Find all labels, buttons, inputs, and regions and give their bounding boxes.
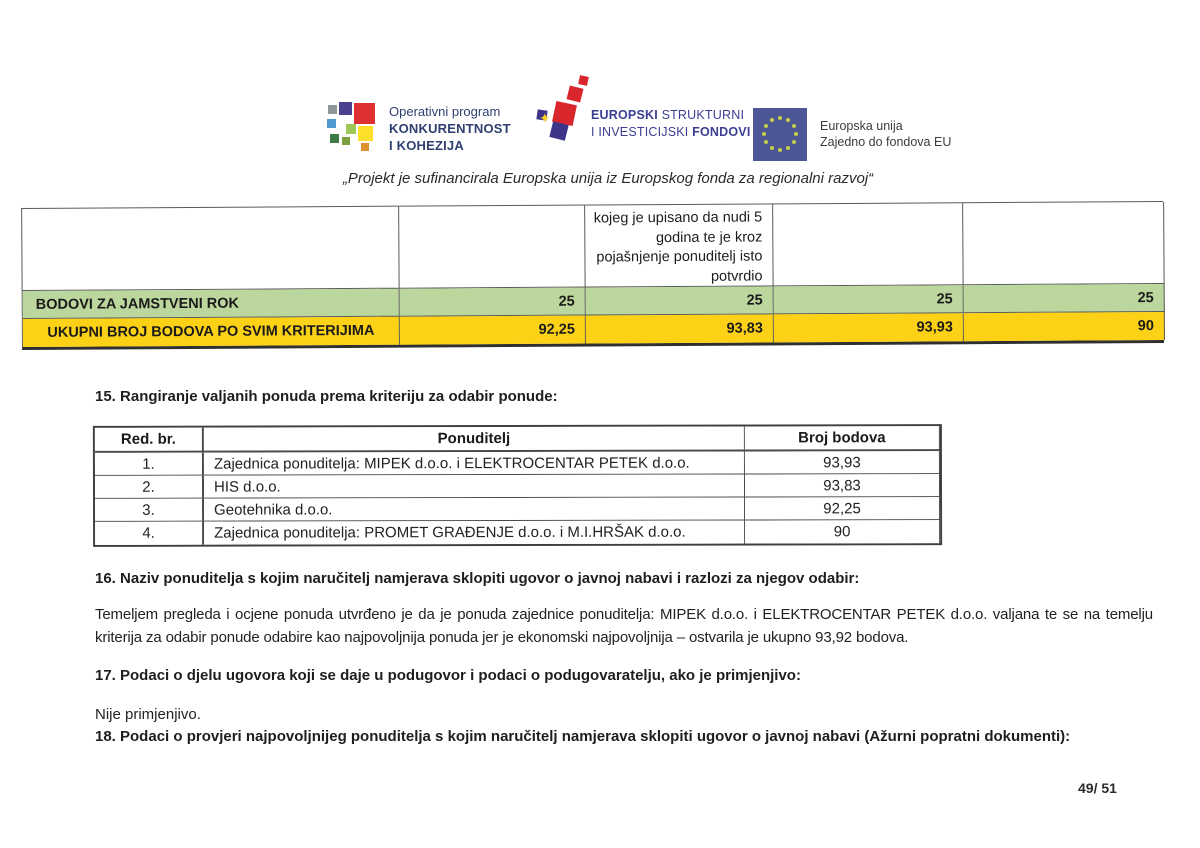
score-table-cell	[399, 206, 585, 289]
ranking-cell-bidder: Geotehnika d.o.o.	[204, 498, 745, 522]
logo-square	[358, 126, 373, 141]
opkk-logo-text	[389, 103, 511, 154]
score-value: 93,93	[774, 313, 964, 342]
logo-square	[354, 103, 375, 124]
score-table	[21, 201, 1164, 350]
section-16-heading: 16. Naziv ponuditelja s kojim naručitelj namjerava sklopiti ugovor o javnoj nabavi i razlozi za njegov odabir:	[95, 570, 860, 587]
eu-flag-icon	[753, 108, 807, 161]
score-table-cell	[22, 207, 399, 291]
eu-logo-text	[820, 118, 951, 150]
logo-square	[339, 102, 352, 115]
section-16-paragraph: Temeljem pregleda i ocjene ponuda utvrđeno je da je ponuda zajednice ponuditelja: MIPEK d.o.o. i ELEKTROCENTAR PETEK d.o.o. valjana te se na temelju kriterija za odabir ponude odabire kao najpovoljnija ponuda jer je ekonomski najpovoljnija – ostvarila je ukupno 93,92 bodova.	[95, 606, 1153, 646]
logo-square	[578, 75, 589, 86]
ranking-header-ponuditelj: Ponuditelj	[204, 427, 745, 453]
logo-square	[549, 121, 568, 140]
logo-square	[327, 119, 336, 128]
eu-logo-line2: Zajedno do fondova EU	[820, 135, 952, 149]
ranking-cell-rank: 3.	[95, 499, 204, 522]
score-value: 25	[964, 284, 1165, 313]
score-row-label: UKUPNI BROJ BODOVA PO SVIM KRITERIJIMA	[23, 317, 400, 347]
score-table-cell	[773, 203, 963, 286]
opkk-logo-line2: KONKURENTNOST	[389, 121, 511, 136]
logo-square	[330, 134, 339, 143]
score-value: 25	[400, 288, 586, 317]
ranking-header-redbr: Red. br.	[95, 428, 204, 453]
logo-square	[361, 143, 369, 151]
score-table-note-cell: kojeg je upisano da nudi 5 godina te je kroz pojašnjenje ponuditelj isto potvrdio	[585, 204, 773, 287]
score-value: 92,25	[400, 316, 586, 345]
opkk-logo-line1: Operativni program	[389, 104, 501, 119]
score-value: 25	[586, 286, 774, 315]
ranking-cell-bidder: Zajednica ponuditelja: PROMET GRAĐENJE d.o.o. i M.I.HRŠAK d.o.o.	[204, 521, 745, 545]
eu-logo-line1: Europska unija	[820, 119, 903, 133]
logo-square	[567, 86, 584, 103]
ranking-cell-score: 90	[745, 520, 940, 543]
section-15-heading: 15. Rangiranje valjanih ponuda prema kriteriju za odabir ponude:	[95, 388, 558, 405]
esif-logo-icon	[537, 76, 599, 144]
section-17-heading: 17. Podaci o djelu ugovora koji se daje u podugovor i podaci o podugovaratelju, ako je primjenjivo:	[95, 667, 801, 684]
opkk-logo-line3: I KOHEZIJA	[389, 138, 464, 153]
ranking-cell-bidder: HIS d.o.o.	[204, 475, 745, 499]
esif-logo-line1: EUROPSKI STRUKTURNI	[591, 108, 745, 122]
logo-square	[328, 105, 337, 114]
score-value: 25	[774, 285, 964, 314]
opkk-logo-icon	[327, 101, 377, 151]
score-value: 90	[964, 312, 1165, 341]
score-table-cell	[963, 202, 1164, 285]
ranking-cell-score: 93,83	[745, 474, 940, 497]
score-value: 93,83	[586, 314, 774, 343]
esif-star-icon: ✦	[539, 110, 551, 126]
ranking-header-bodova: Broj bodova	[745, 426, 940, 451]
esif-logo-text	[591, 107, 751, 140]
page-number: 49/ 51	[1078, 780, 1117, 796]
ranking-cell-score: 93,93	[745, 451, 940, 474]
section-17-body: Nije primjenjivo.	[95, 706, 201, 723]
ranking-cell-bidder: Zajednica ponuditelja: MIPEK d.o.o. i ELEKTROCENTAR PETEK d.o.o.	[204, 452, 745, 476]
funding-note: „Projekt je sufinancirala Europska unija iz Europskog fonda za regionalni razvoj“	[342, 170, 874, 187]
logo-square	[342, 137, 350, 145]
score-row-label: BODOVI ZA JAMSTVENI ROK	[23, 289, 400, 319]
ranking-cell-score: 92,25	[745, 497, 940, 520]
eu-stars-icon	[778, 132, 782, 136]
ranking-cell-rank: 2.	[95, 476, 204, 499]
ranking-table	[93, 424, 942, 547]
esif-logo-line2: I INVESTICIJSKI FONDOVI	[591, 124, 751, 139]
ranking-cell-rank: 1.	[95, 453, 204, 476]
section-18-heading: 18. Podaci o provjeri najpovoljnijeg ponuditelja s kojim naručitelj namjerava sklopiti ugovor o javnoj nabavi (Ažurni popratni dokumenti):	[95, 728, 1071, 745]
logo-square	[346, 124, 356, 134]
ranking-cell-rank: 4.	[95, 522, 204, 545]
